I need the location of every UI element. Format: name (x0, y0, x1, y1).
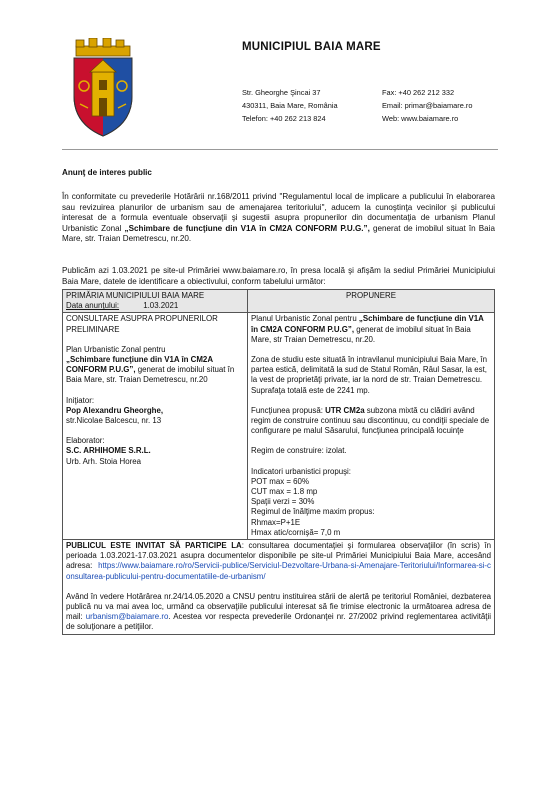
urbanism-email-link[interactable]: urbanism@baiamare.ro (85, 612, 169, 622)
contact-email[interactable]: Email: primar@baiamare.ro (382, 101, 473, 110)
table-header-left: PRIMĂRIA MUNICIPIULUI BAIA MARE Data anunţului: 1.03.2021 (63, 290, 248, 313)
documentation-link[interactable]: https://www.baiamare.ro/ro/Servicii-publice/Serviciul-Dezvoltare-Urbana-si-Amenajare-Teritoriului/Informarea-si-consultarea-publicului-pentru-documentatiile-de-urbanism/ (66, 561, 491, 581)
address-city: 430311, Baia Mare, România (242, 101, 338, 110)
table-left-column: CONSULTARE ASUPRA PROPUNERILOR PRELIMINARE Plan Urbanistic Zonal pentru „Schimbare funcţiune din V1A în CM2A CONFORM P.U.G”, generat de imobilul situat în Baia Mare, str. Traian Demetrescu, nr.20 Iniţiator: Pop Alexandru Gheorghe, str.Nicolae Balcescu, nr. 13 Elaborator: S.C. ARHIHOME S.R.L. Urb. Arh. Stoia Horea (63, 313, 248, 540)
contact-block (382, 86, 472, 125)
header-divider (62, 149, 498, 150)
page-title: MUNICIPIUL BAIA MARE (242, 41, 381, 53)
contact-fax: Fax: +40 262 212 332 (382, 88, 455, 97)
address-block (242, 86, 338, 125)
notice-paragraph-2: Publicăm azi 1.03.2021 pe site-ul Primăriei www.baiamare.ro, în presa locală şi afişăm la sediul Primăriei Municipiului Baia Mare, datele de identificare a obiectivului, conform tabelului următor: (62, 266, 495, 286)
table-header-right: PROPUNERE (248, 290, 495, 313)
baia-mare-coat-of-arms-icon (62, 38, 144, 138)
address-street: Str. Gheorghe Şincai 37 (242, 88, 321, 97)
table-right-column: Planul Urbanistic Zonal pentru „Schimbare de funcţiune din V1A în CM2A CONFORM P.U.G”, generat de imobilul situat în Baia Mare, str Traian Demetrescu, nr.20. Zona de studiu este situată în intravilanul municipiului Baia Mare, în partea estică, delimitată la sud de Statul Român, Râul Sasar, la est, la vest de proprietăţi private, iar la nord de str. Traian Demetrescu. Suprafaţa totală este de 2241 mp. Funcţiunea propusă: UTR CM2a subzona mixtă cu clădiri având regim de construire continuu sau discontinuu, cu condiţii speciale de configurare pe malul Săsarului, funcţiunea principală locuinţe Regim de construire: izolat. Indicatori urbanistici propuşi: POT max = 60% CUT max = 1.8 mp Spaţii verzi = 30% Regimul de înălţime maxim propus: Rhmax=P+1E Hmax atic/cornişă= 7,0 m (248, 313, 495, 540)
notice-heading: Anunţ de interes public (62, 168, 152, 177)
table-footer: PUBLICUL ESTE INVITAT SĂ PARTICIPE LA: consultarea documentaţiei şi formularea observaţiilor (în scris) în perioada 1.03.2021-17.03.2021 asupra documentelor disponibile pe site-ul Primăriei Municipiului Baia Mare, accesând adresa: https://www.baiamare.ro/ro/Servicii-publice/Serviciul-Dezvoltare-Urbana-si-Amenajare-Teritoriului/Informarea-si-consultarea-publicului-pentru-documentatiile-de-urbanism/ Având în vedere Hotărârea nr.24/14.05.2020 a CNSU pentru instituirea stării de alertă pe teritoriul României, dezbaterea publică nu va mai avea loc, urmând ca observaţiile publicului interesat să fie trimise electronic la următoarea adresa de mail: urbanism@baiamare.ro. Acestea vor respecta prevederile Ordonanţei nr. 27/2002 privind reglementarea activităţii de soluţionare a petiţiilor. (63, 540, 495, 635)
contact-web[interactable]: Web: www.baiamare.ro (382, 114, 459, 123)
project-table (62, 289, 495, 635)
address-phone: Telefon: +40 262 213 824 (242, 114, 326, 123)
notice-paragraph-1: În conformitate cu prevederile Hotărârii nr.168/2011 privind "Regulamentul local de implicare a publicului în elaborarea sau revizuirea planurilor de urbanism sau de amenajarea teritoriului", aducem la cunoştinţa vecinilor şi publicului interesat de a formula eventuale observaţii şi sugestii asupra propunerilor din documentaţia de urbanism Planul Urbanistic Zonal „Schimbare de funcţiune din V1A în CM2A CONFORM P.U.G.”, generat de imobilul situat în Baia Mare, str. Traian Demetrescu, nr.20. (62, 192, 495, 243)
